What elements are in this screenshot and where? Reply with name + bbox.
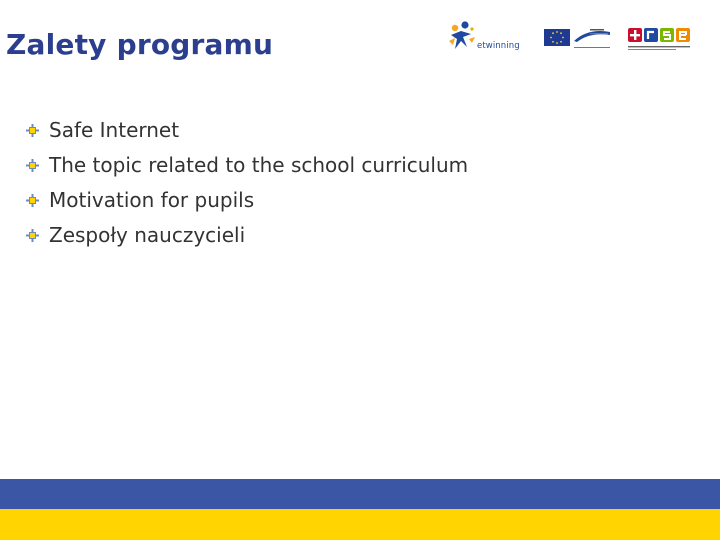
- frse-logo: [627, 24, 697, 54]
- list-item: [24, 152, 468, 187]
- footer-band-yellow: [0, 509, 720, 540]
- bullet-text: The topic related to the school curriculum: [49, 153, 469, 177]
- etwinning-logo: [447, 19, 529, 53]
- frse-logo-icon: [627, 24, 697, 54]
- bullet-text: Zespoły nauczycieli: [49, 223, 246, 247]
- diamond-bullet-icon: [26, 229, 39, 242]
- eu-program-logo: [544, 26, 612, 52]
- list-item: [24, 187, 468, 222]
- bullet-text: Motivation for pupils: [49, 188, 255, 212]
- diamond-bullet-icon: [26, 159, 39, 172]
- diamond-bullet-icon: [26, 124, 39, 137]
- slide-title: Zalety programu: [6, 28, 274, 61]
- etwinning-wordmark: etwinning: [477, 41, 520, 51]
- list-item: [24, 222, 468, 257]
- diamond-bullet-icon: [26, 194, 39, 207]
- list-item: [24, 117, 468, 152]
- bullet-text: Safe Internet: [49, 118, 180, 142]
- bullet-list: [24, 117, 468, 257]
- etwinning-star-figure-icon: [447, 19, 477, 53]
- eu-flag-icon: [544, 26, 612, 52]
- footer-band-blue: [0, 479, 720, 509]
